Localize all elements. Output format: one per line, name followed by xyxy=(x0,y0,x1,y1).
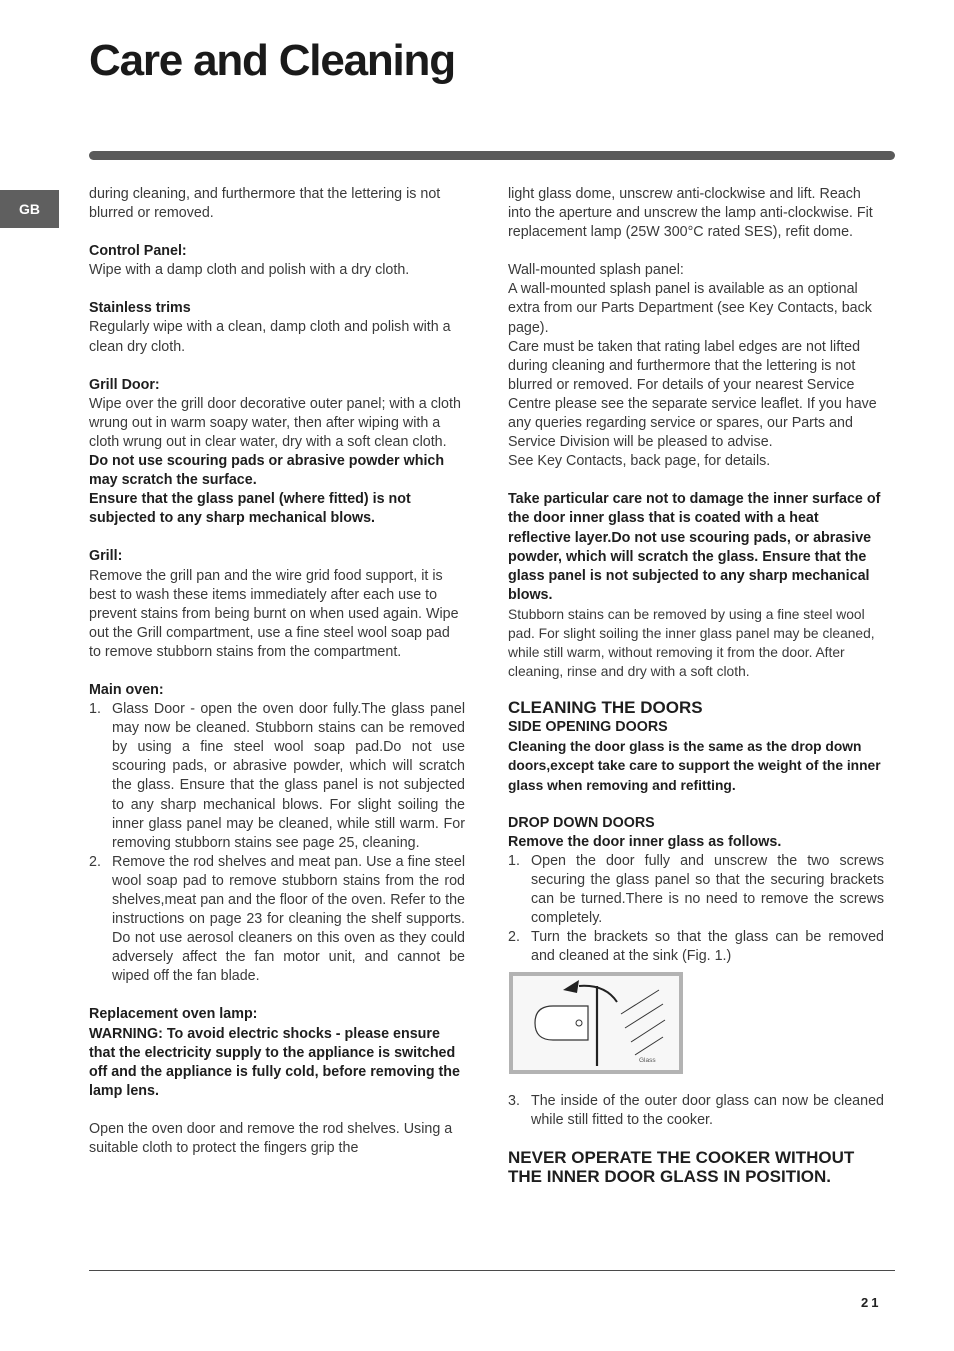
header-divider xyxy=(89,151,895,160)
list-number: 3. xyxy=(508,1093,520,1110)
lamp-warning: WARNING: To avoid electric shocks - please ensure that the electricity supply to the appliance is switched off and the appliance is fully cold, before removing the lamp lens. xyxy=(89,1025,460,1099)
left-column xyxy=(89,185,465,1158)
side-doors-heading: SIDE OPENING DOORS xyxy=(508,719,668,736)
grill-text: Remove the grill pan and the wire grid food support, it is best to wash these items immediately after each use to prevent stains from being burnt on when used again. Wipe out the Grill compartment, use a fine steel wool soap pad to remove stubborn stains from the compartment. xyxy=(89,567,459,660)
list-text: The inside of the outer door glass can now be cleaned while still fitted to the cooker. xyxy=(531,1093,884,1129)
stainless-text: Regularly wipe with a clean, damp cloth and polish with a clean dry cloth. xyxy=(89,319,451,355)
drop-doors-subheading: Remove the door inner glass as follows. xyxy=(508,833,782,850)
list-text: Remove the rod shelves and meat pan. Use a fine steel wool soap pad to remove stubborn stains from the rod shelves,meat pan and the floor of the oven. Refer to the instructions on page 23 for cleaning the shelf supports. Do not use aerosol cleaners on this oven as they could adversely affect the fan motor unit, and cannot be wiped off the fan blade. xyxy=(112,853,465,985)
side-doors-text: Cleaning the door glass is the same as the drop down doors,except take care to support the weight of the inner glass when removing and refitting. xyxy=(508,739,881,793)
list-item xyxy=(508,1092,884,1130)
main-oven-heading: Main oven: xyxy=(89,681,164,698)
lamp-text: Open the oven door and remove the rod shelves. Using a suitable cloth to protect the fingers grip the xyxy=(89,1120,453,1157)
list-text: Turn the brackets so that the glass can be removed and cleaned at the sink (Fig. 1.) xyxy=(531,929,884,965)
list-item xyxy=(89,853,465,987)
never-operate-warning: NEVER OPERATE THE COOKER WITHOUT THE INNER DOOR GLASS IN POSITION. xyxy=(508,1147,855,1187)
list-number: 1. xyxy=(508,852,520,869)
door-glass-diagram xyxy=(513,976,679,1070)
main-oven-list xyxy=(89,700,465,986)
page-title: Care and Cleaning xyxy=(89,36,455,85)
inner-glass-warning: Take particular care not to damage the inner surface of the door inner glass that is coated with a heat reflective layer.Do not use scouring pads, or abrasive powder, which will scratch the glass. Ensure that the glass panel is not subjected to any sharp mechanical blows. xyxy=(508,491,881,603)
list-number: 1. xyxy=(89,701,101,718)
list-item xyxy=(508,852,884,928)
drop-doors-list xyxy=(508,852,884,967)
splash-text-1: A wall-mounted splash panel is available as an optional extra from our Parts Department (see Key Contacts, back page). xyxy=(508,281,872,336)
splash-text-2: Care must be taken that rating label edges are not lifted during cleaning and furthermore that the lettering is not blurred or removed. For details of your nearest Service Centre please see the separate service leaflet. If you have any queries regarding service or spares, our Parts and Service Division will be pleased to advise. xyxy=(508,338,877,451)
glass-line xyxy=(635,1037,663,1055)
control-panel-text: Wipe with a damp cloth and polish with a dry cloth. xyxy=(89,262,410,279)
glass-label: Glass xyxy=(639,1057,656,1065)
list-text: Open the door fully and unscrew the two screws securing the glass panel so that the securing brackets can be turned.There is no need to remove the screws completely. xyxy=(531,852,884,927)
drop-doors-heading: DROP DOWN DOORS xyxy=(508,814,655,831)
grill-door-warning-2: Ensure that the glass panel (where fitted) is not subjected to any sharp mechanical blows. xyxy=(89,491,411,527)
cleaning-doors-heading: CLEANING THE DOORS xyxy=(508,698,703,718)
grill-door-heading: Grill Door: xyxy=(89,376,160,393)
list-number: 2. xyxy=(89,853,101,870)
control-panel-heading: Control Panel: xyxy=(89,243,187,260)
right-column xyxy=(508,185,884,1187)
list-item xyxy=(89,700,465,853)
bracket-shape xyxy=(535,1006,588,1040)
stainless-heading: Stainless trims xyxy=(89,300,191,317)
splash-heading: Wall-mounted splash panel: xyxy=(508,262,684,279)
footer-divider xyxy=(89,1270,895,1271)
door-glass-figure xyxy=(509,972,683,1074)
drop-doors-list-cont xyxy=(508,1092,884,1130)
grill-heading: Grill: xyxy=(89,548,123,565)
arrow-head xyxy=(563,980,579,993)
language-tab: GB xyxy=(0,190,59,228)
lamp-heading: Replacement oven lamp: xyxy=(89,1006,258,1023)
intro-text: during cleaning, and furthermore that the lettering is not blurred or removed. xyxy=(89,186,441,222)
list-number: 2. xyxy=(508,929,520,946)
grill-door-warning-1: Do not use scouring pads or abrasive powder which may scratch the surface. xyxy=(89,453,445,489)
page-number: 21 xyxy=(861,1295,882,1310)
inner-glass-text: Stubborn stains can be removed by using a fine steel wool pad. For slight soiling the inner glass panel may be cleaned, while still warm, without removing it from the door. After cleaning, rinse and dry with a soft cloth. xyxy=(508,606,875,680)
list-text: Glass Door - open the oven door fully.The glass panel may now be cleaned. Stubborn stains can be removed by using a fine steel wool soap pad.Do not use scouring pads, or abrasive powder, which will scratch the glass. Ensure that the glass panel is not subjected to any sharp mechanical blows. For slight soiling the inner glass panel may be cleaned, while still warm. For removing stubborn stains see page 25, cleaning. xyxy=(112,701,465,851)
list-item xyxy=(508,928,884,966)
grill-door-text: Wipe over the grill door decorative outer panel; with a cloth wrung out in warm soapy water, then after wiping with a cloth wrung out in clear water, dry with a soft clean cloth. xyxy=(89,395,461,450)
lamp-continued-text: light glass dome, unscrew anti-clockwise and lift. Reach into the aperture and unscrew the lamp anti-clockwise. Fit replacement lamp (25W 300°C rated SES), refit dome. xyxy=(508,186,873,241)
splash-text-3: See Key Contacts, back page, for details. xyxy=(508,453,771,470)
